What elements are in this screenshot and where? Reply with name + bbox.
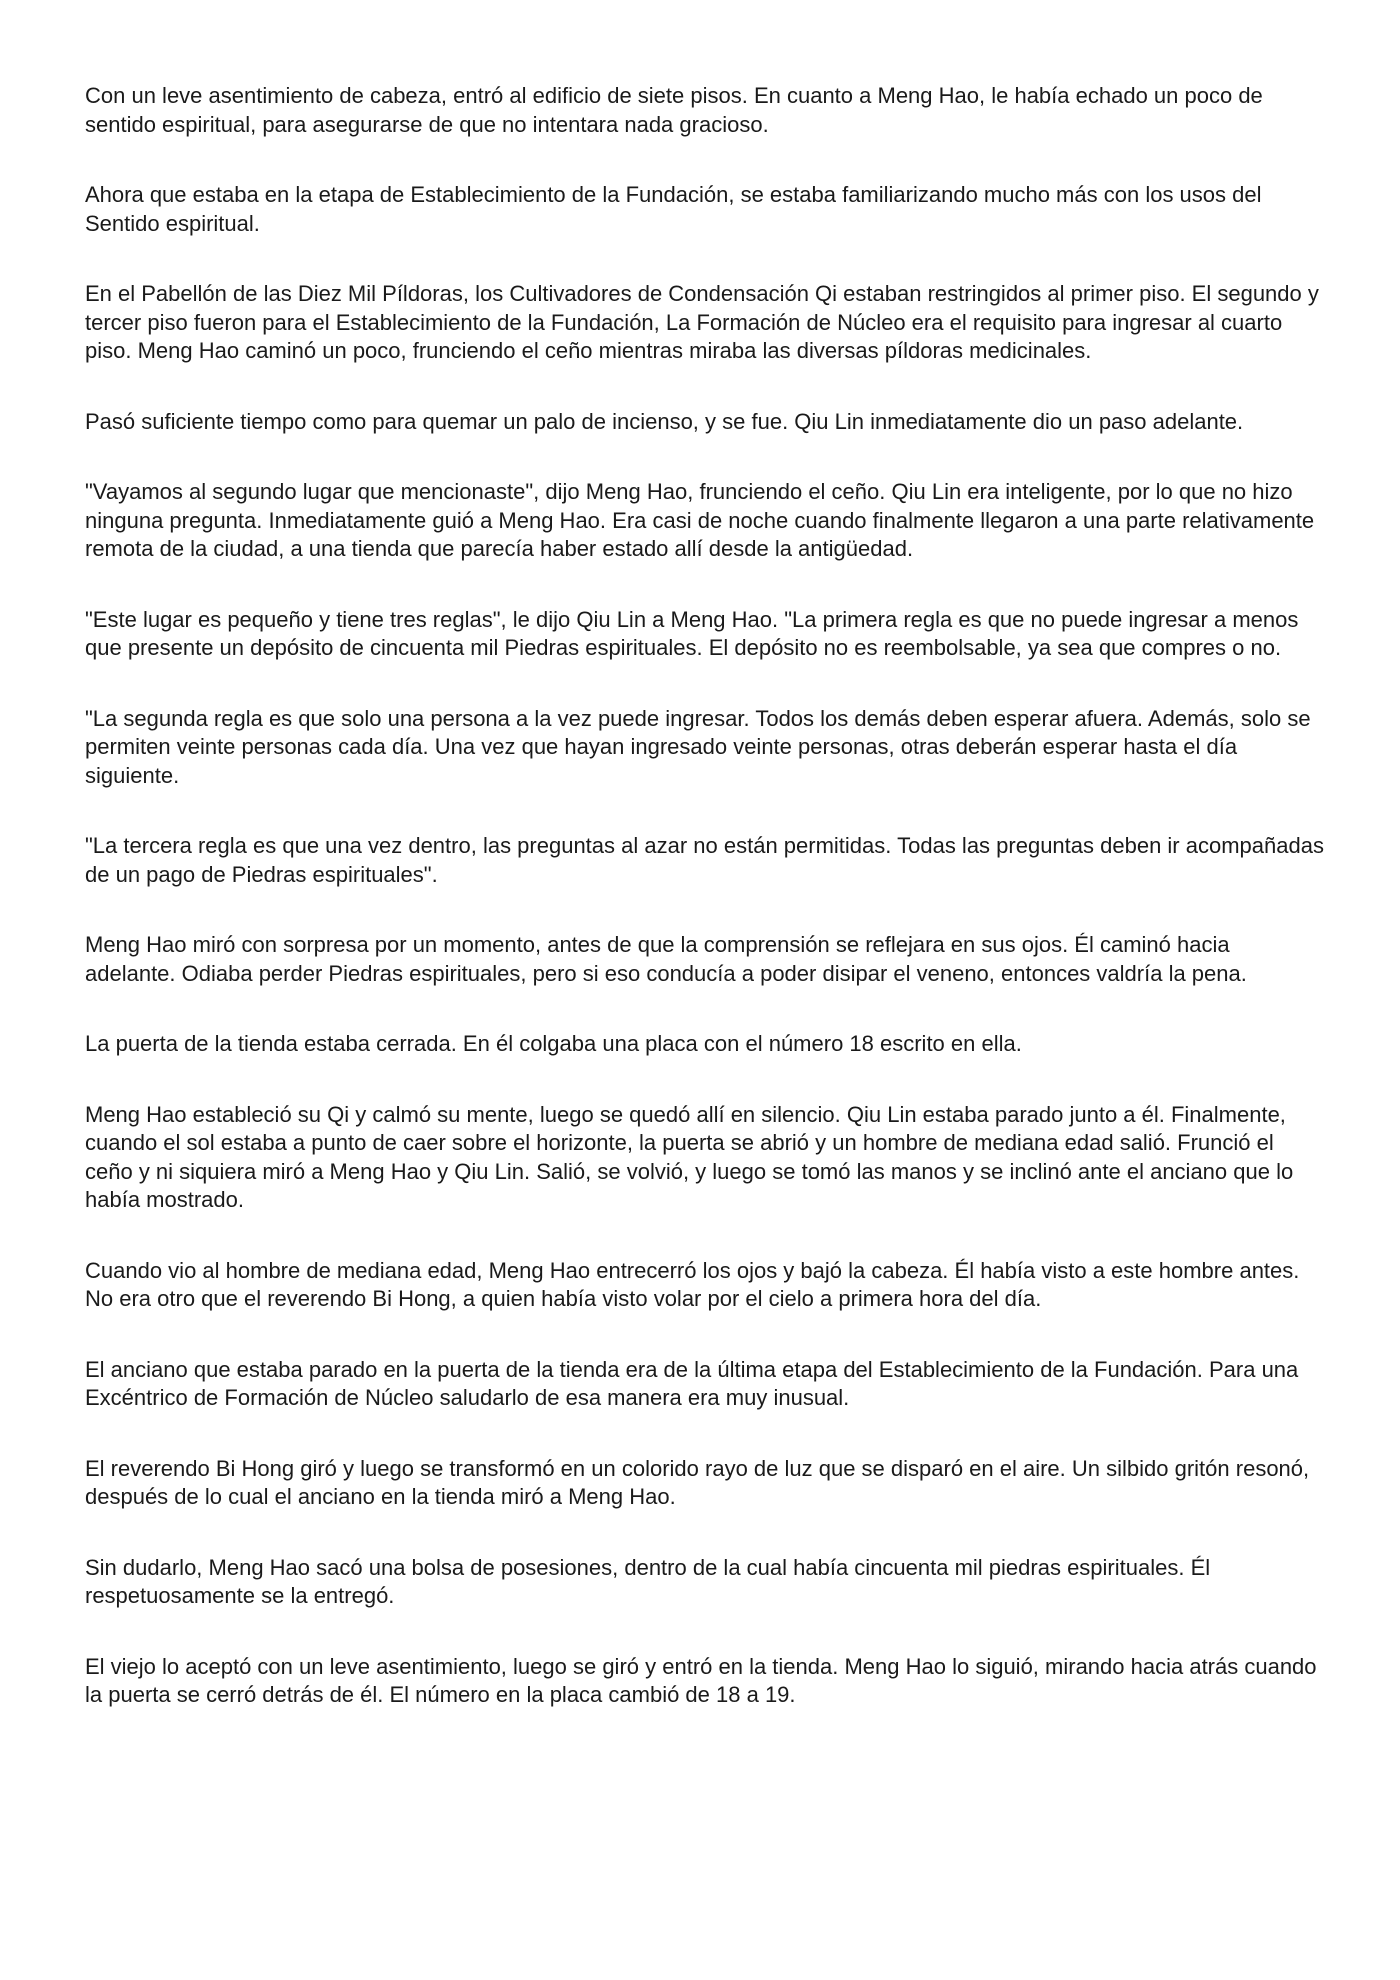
paragraph: Pasó suficiente tiempo como para quemar un palo de incienso, y se fue. Qiu Lin inmediatamente dio un paso adelante. <box>85 408 1244 434</box>
paragraph: Meng Hao estableció su Qi y calmó su mente, luego se quedó allí en silencio. Qiu Lin estaba parado junto a él. Finalmente, cuando el sol estaba a punto de caer sobre el horizonte, la puerta se abrió y un hombre de mediana edad salió. Frunció el ceño y ni siquiera miró a Meng Hao y Qiu Lin. Salió, se volvió, y luego se tomó las manos y se inclinó ante el anciano que lo había mostrado. <box>85 1101 1294 1212</box>
paragraph: Cuando vio al hombre de mediana edad, Meng Hao entrecerró los ojos y bajó la cabeza. Él había visto a este hombre antes. No era otro que el reverendo Bi Hong, a quien había visto volar por el cielo a primera hora del día. <box>85 1257 1300 1311</box>
paragraph: En el Pabellón de las Diez Mil Píldoras, los Cultivadores de Condensación Qi estaban restringidos al primer piso. El segundo y tercer piso fueron para el Establecimiento de la Fundación, La Formación de Núcleo era el requisito para ingresar al cuarto piso. Meng Hao caminó un poco, frunciendo el ceño mientras miraba las diversas píldoras medicinales. <box>85 281 1319 363</box>
paragraph: El anciano que estaba parado en la puerta de la tienda era de la última etapa del Establecimiento de la Fundación. Para una Excéntrico de Formación de Núcleo saludarlo de esa manera era muy inusual. <box>85 1356 1299 1410</box>
paragraph: Con un leve asentimiento de cabeza, entró al edificio de siete pisos. En cuanto a Meng Hao, le había echado un poco de sentido espiritual, para asegurarse de que no intentara nada gracioso. <box>85 83 1263 137</box>
paragraph: Ahora que estaba en la etapa de Establecimiento de la Fundación, se estaba familiarizando mucho más con los usos del Sentido espiritual. <box>85 182 1262 236</box>
document-page <box>85 82 1325 1752</box>
paragraph: El reverendo Bi Hong giró y luego se transformó en un colorido rayo de luz que se disparó en el aire. Un silbido gritón resonó, después de lo cual el anciano en la tienda miró a Meng Hao. <box>85 1455 1310 1509</box>
paragraph: "Este lugar es pequeño y tiene tres reglas", le dijo Qiu Lin a Meng Hao. "La primera regla es que no puede ingresar a menos que presente un depósito de cincuenta mil Piedras espirituales. El depósito no es reembolsable, ya sea que compres o no. <box>85 606 1299 660</box>
paragraph: Meng Hao miró con sorpresa por un momento, antes de que la comprensión se reflejara en sus ojos. Él caminó hacia adelante. Odiaba perder Piedras espirituales, pero si eso conducía a poder disipar el veneno, entonces valdría la pena. <box>85 932 1247 986</box>
paragraph: "La segunda regla es que solo una persona a la vez puede ingresar. Todos los demás deben esperar afuera. Además, solo se permiten veinte personas cada día. Una vez que hayan ingresado veinte personas, otras deberán esperar hasta el día siguiente. <box>85 705 1311 788</box>
paragraph: La puerta de la tienda estaba cerrada. En él colgaba una placa con el número 18 escrito en ella. <box>85 1031 1022 1056</box>
paragraph: "Vayamos al segundo lugar que mencionaste", dijo Meng Hao, frunciendo el ceño. Qiu Lin era inteligente, por lo que no hizo ninguna pregunta. Inmediatamente guió a Meng Hao. Era casi de noche cuando finalmente llegaron a una parte relativamente remota de la ciudad, a una tienda que parecía haber estado allí desde la antigüedad. <box>85 479 1315 561</box>
paragraph: Sin dudarlo, Meng Hao sacó una bolsa de posesiones, dentro de la cual había cincuenta mil piedras espirituales. Él respetuosamente se la entregó. <box>85 1554 1211 1608</box>
paragraph: "La tercera regla es que una vez dentro, las preguntas al azar no están permitidas. Todas las preguntas deben ir acompañadas de un pago de Piedras espirituales". <box>85 833 1324 887</box>
paragraph: El viejo lo aceptó con un leve asentimiento, luego se giró y entró en la tienda. Meng Hao lo siguió, mirando hacia atrás cuando la puerta se cerró detrás de él. El número en la placa cambió de 18 a 19. <box>85 1653 1317 1707</box>
